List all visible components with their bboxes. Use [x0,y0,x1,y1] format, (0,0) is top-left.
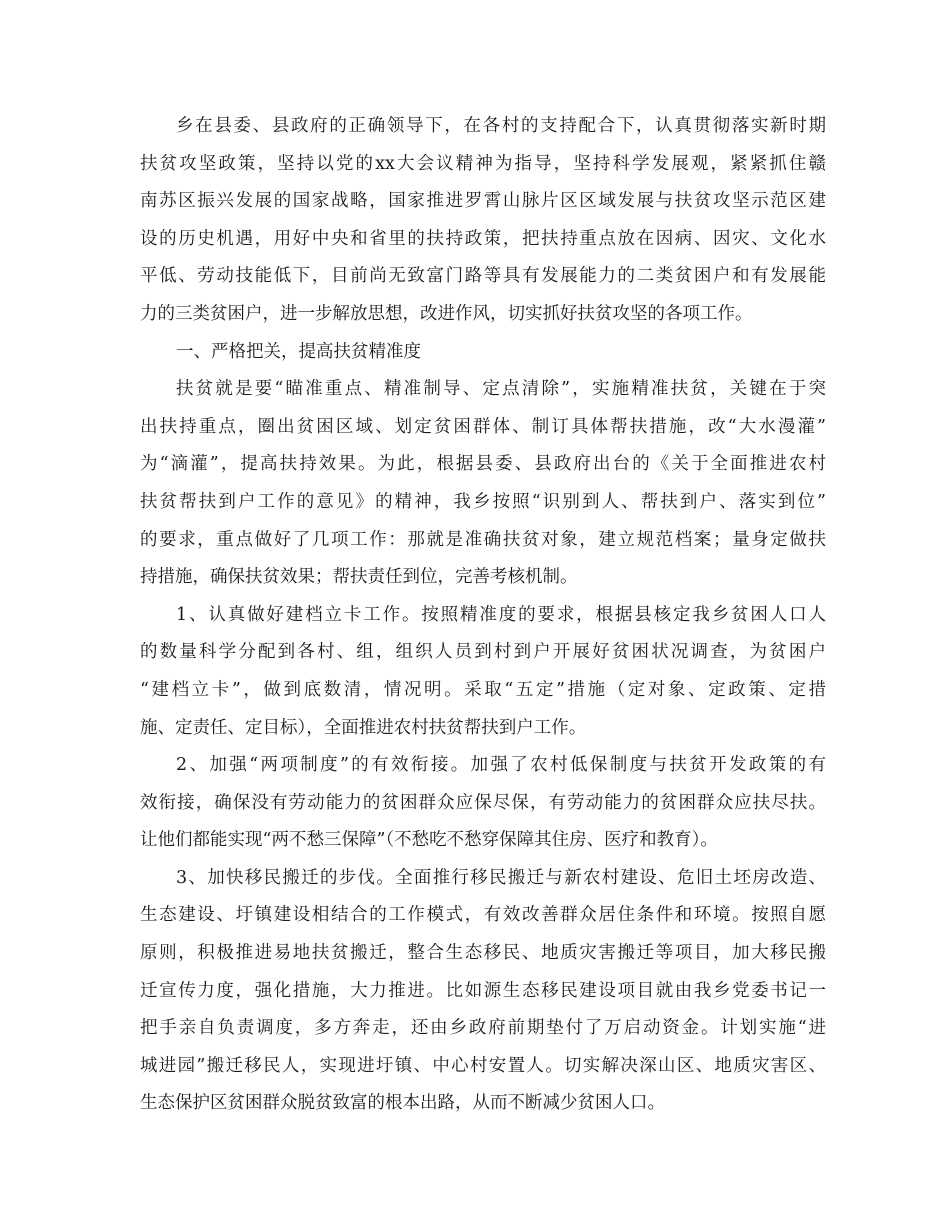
text-line: 出扶持重点，圈出贫困区域、划定贫困群体、制订具体帮扶措施，改“大水漫灌” [140,416,826,437]
text-line: 持措施，确保扶贫效果；帮扶责任到位，完善考核机制。 [140,567,578,588]
text-line: 为“滴灌”，提高扶持效果。为此，根据县委、县政府出台的《关于全面推进农村 [140,454,826,475]
text-line: 生态保护区贫困群众脱贫致富的根本出路，从而不断减少贫困人口。 [140,1093,665,1114]
text-line: 让他们都能实现“两不愁三保障”（不愁吃不愁穿保障其住房、医疗和教育）。 [140,830,718,851]
text-line: 生态建设、圩镇建设相结合的工作模式，有效改善群众居住条件和环境。按照自愿 [140,905,826,926]
text-line: 施、定责任、定目标），全面推进农村扶贫帮扶到户工作。 [140,717,587,738]
text-line: 平低、劳动技能低下，目前尚无致富门路等具有发展能力的二类贫困户和有发展能 [140,266,826,287]
text-line: 扶贫帮扶到户工作的意见》的精神，我乡按照“识别到人、帮扶到户、落实到位” [140,491,826,512]
document-body [140,108,826,1123]
text-line: 效衔接，确保没有劳动能力的贫困群众应保尽保，有劳动能力的贫困群众应扶尽扶。 [140,792,826,813]
section-heading: 一、严格把关，提高扶贫精准度 [176,341,421,362]
text-line: 城进园”搬迁移民人，实现进圩镇、中心村安置人。切实解决深山区、地质灾害区、 [140,1055,826,1076]
text-line: 1、认真做好建档立卡工作。按照精准度的要求，根据县核定我乡贫困人口人 [176,604,826,625]
text-line: 2、加强“两项制度”的有效衔接。加强了农村低保制度与扶贫开发政策的有 [176,755,826,776]
text-line: 南苏区振兴发展的国家战略，国家推进罗霄山脉片区区域发展与扶贫攻坚示范区建 [140,191,826,212]
text-line: 乡在县委、县政府的正确领导下，在各村的支持配合下，认真贯彻落实新时期 [176,116,826,136]
text-line: 扶贫攻坚政策，坚持以党的xx大会议精神为指导，坚持科学发展观，紧紧抓住赣 [140,153,826,174]
text-line: 设的历史机遇，用好中央和省里的扶持政策，把扶持重点放在因病、因灾、文化水 [140,228,826,249]
text-line: 3、加快移民搬迁的步伐。全面推行移民搬迁与新农村建设、危旧土坯房改造、 [176,867,826,888]
text-line: 原则，积极推进易地扶贫搬迁，整合生态移民、地质灾害搬迁等项目，加大移民搬 [140,943,826,964]
text-line: 力的三类贫困户，进一步解放思想，改进作风，切实抓好扶贫攻坚的各项工作。 [140,303,753,324]
text-line: 迁宣传力度，强化措施，大力推进。比如源生态移民建设项目就由我乡党委书记一 [140,980,826,1001]
text-line: 把手亲自负责调度，多方奔走，还由乡政府前期垫付了万启动资金。计划实施“进 [140,1018,826,1039]
text-line: 扶贫就是要“瞄准重点、精准制导、定点清除”，实施精准扶贫，关键在于突 [176,379,826,400]
text-line: “建档立卡”，做到底数清，情况明。采取“五定”措施（定对象、定政策、定措 [140,679,826,700]
text-line: 的数量科学分配到各村、组，组织人员到村到户开展好贫困状况调查，为贫困户 [140,642,826,663]
text-line: 的要求，重点做好了几项工作：那就是准确扶贫对象，建立规范档案；量身定做扶 [140,529,826,550]
